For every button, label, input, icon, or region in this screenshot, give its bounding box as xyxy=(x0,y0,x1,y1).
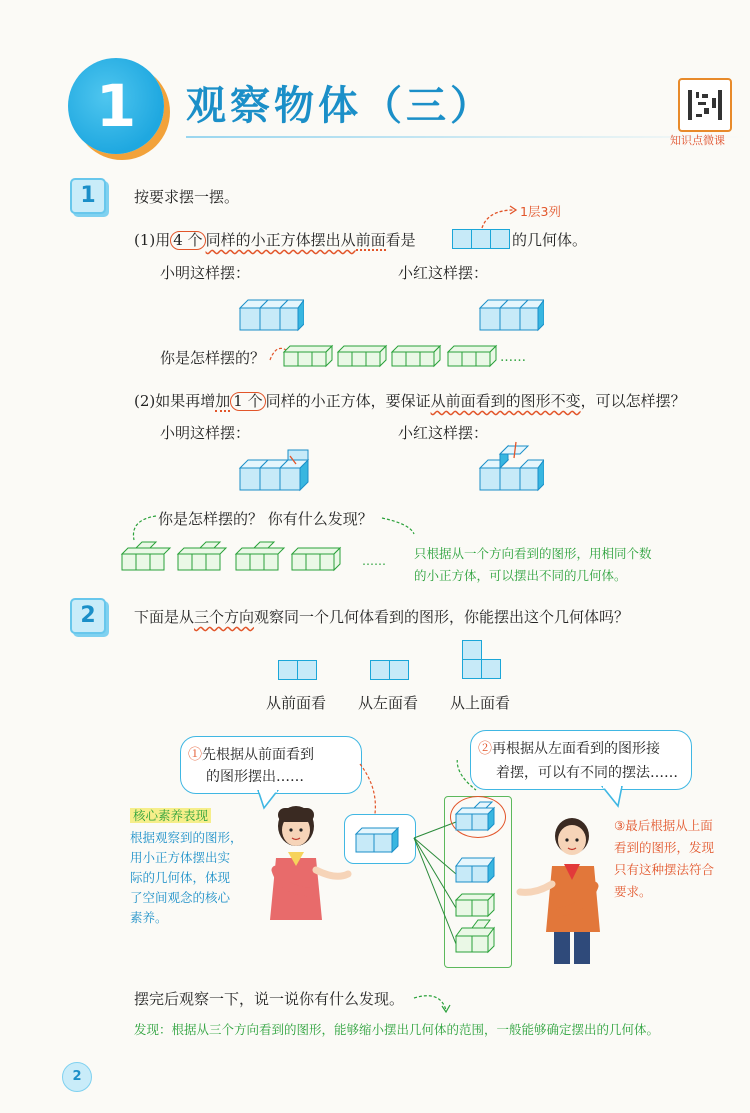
note3-line3: 只有这种摆法符合 xyxy=(614,862,715,877)
qr-code-icon[interactable] xyxy=(678,78,732,132)
chapter-number: 1 xyxy=(95,72,137,140)
q1-note-line2: 的小正方体，可以摆出不同的几何体。 xyxy=(414,568,627,583)
xiaohong-cubes-1 xyxy=(478,296,544,332)
front-shape-cubes xyxy=(354,824,404,854)
core-line-4: 了空间观念的核心 xyxy=(130,890,231,905)
xiaoming-label-2: 小明这样摆： xyxy=(160,424,251,442)
bubble2-tail xyxy=(600,786,630,808)
q1-part2: (2)如果再增加 1 个 同样的小正方体，要保证从前面看到的图形不变，可以怎样摆？ xyxy=(134,392,686,410)
how-question-1: 你是怎样摆的？ xyxy=(160,349,266,367)
xiaoming-cubes-1 xyxy=(238,296,304,332)
view-label-front: 从前面看 xyxy=(266,694,327,712)
green-answer-cubes-1 xyxy=(266,340,536,370)
xiaohong-label-1: 小红这样摆： xyxy=(398,264,489,282)
girl-illustration xyxy=(252,800,352,930)
q1-part1-tail: 的几何体。 xyxy=(512,231,588,249)
question-number-2: 2 xyxy=(70,598,106,634)
ellipsis-1: …… xyxy=(500,350,526,365)
question-number-1: 1 xyxy=(70,178,106,214)
core-line-2: 用小正方体摆出实 xyxy=(130,850,231,865)
option-cubes xyxy=(454,800,504,960)
page-title: 观察物体（三） xyxy=(186,82,494,129)
finding-text: 发现：根据从三个方向看到的图形，能够缩小摆出几何体的范围，一般能够确定摆出的几何体。 xyxy=(134,1022,660,1037)
after-prompt: 摆完后观察一下，说一说你有什么发现。 xyxy=(134,990,405,1008)
bubble2-line2: 着摆，可以有不同的摆法…… xyxy=(496,765,678,781)
note3-line4: 要求。 xyxy=(614,884,652,899)
bubble1-line2: 的图形摆出…… xyxy=(206,769,304,785)
front-view-shape xyxy=(278,660,317,680)
q1-prompt: 按要求摆一摆。 xyxy=(134,188,240,206)
xiaohong-label-2: 小红这样摆： xyxy=(398,424,489,442)
core-line-3: 际的几何体，体现 xyxy=(130,870,231,885)
xiaohong-cubes-2 xyxy=(478,438,544,492)
bubble1-line1: ①先根据从前面看到 xyxy=(188,747,314,763)
ellipsis-2: …… xyxy=(362,554,386,568)
xiaoming-label-1: 小明这样摆： xyxy=(160,264,251,282)
left-view-shape xyxy=(370,660,409,680)
page-number: 2 xyxy=(62,1062,92,1092)
note3-line2: 看到的图形，发现 xyxy=(614,840,715,855)
boy-illustration xyxy=(516,808,626,968)
bubble2-line1: ②再根据从左面看到的图形接 xyxy=(478,741,660,757)
how-discover: 你是怎样摆的？ 你有什么发现？ xyxy=(158,510,373,528)
front-view-1x3 xyxy=(452,229,509,253)
view-label-left: 从左面看 xyxy=(358,694,419,712)
note3-line1: ③最后根据从上面 xyxy=(614,818,713,833)
view-label-top: 从上面看 xyxy=(450,694,511,712)
core-line-1: 根据观察到的图形， xyxy=(130,830,243,845)
title-underline xyxy=(186,136,746,138)
annotation-rows: 1层3列 xyxy=(520,204,561,219)
top-view-shape xyxy=(462,640,501,679)
q2-prompt: 下面是从三个方向观察同一个几何体看到的图形，你能摆出这个几何体吗？ xyxy=(134,608,630,626)
dashed-arrow xyxy=(478,204,518,232)
q1-part1: (1)用 4 个 同样的小正方体摆出从前面看是 xyxy=(134,231,416,249)
core-line-5: 素养。 xyxy=(130,910,168,925)
after-arrow xyxy=(412,990,452,1016)
xiaoming-cubes-2 xyxy=(238,446,314,492)
core-title: 核心素养表现 xyxy=(130,806,211,824)
qr-label: 知识点微课 xyxy=(670,134,725,147)
q1-note-line1: 只根据从一个方向看到的图形，用相同个数 xyxy=(414,546,652,561)
